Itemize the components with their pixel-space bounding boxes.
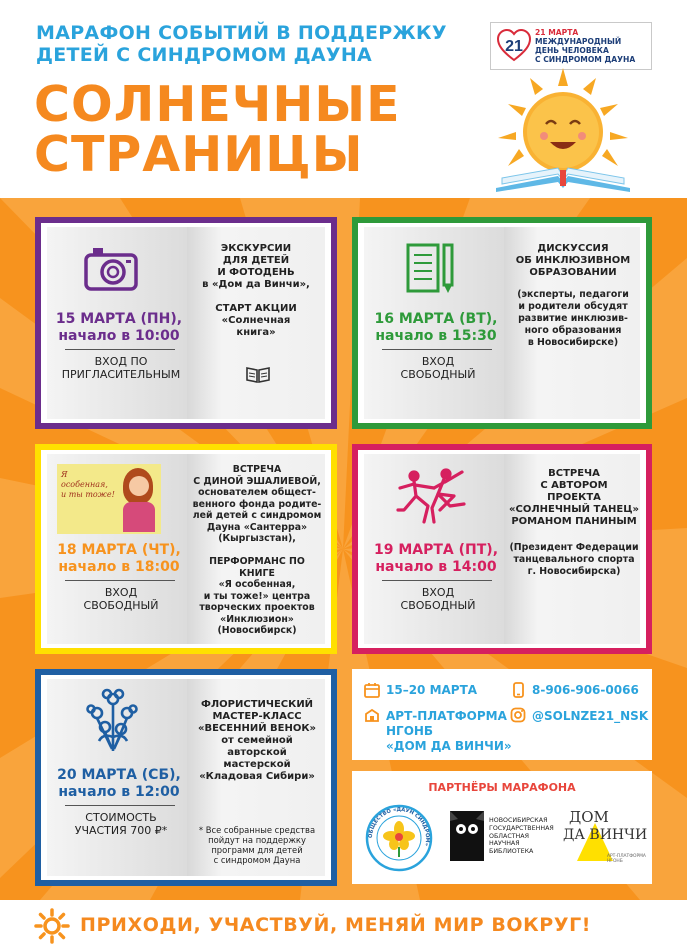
event-date bbox=[366, 311, 506, 345]
notebook-pencil-icon bbox=[404, 241, 458, 297]
text-line: ПРОЕКТА bbox=[547, 492, 601, 503]
sun-book-illustration bbox=[488, 66, 638, 196]
event-date bbox=[366, 542, 506, 576]
logo-number: 21 bbox=[505, 38, 523, 55]
event-note bbox=[508, 289, 638, 349]
event-description bbox=[191, 243, 321, 339]
text-line: РОМАНОМ ПАНИНЫМ bbox=[511, 516, 637, 527]
marathon-subtitle bbox=[36, 22, 476, 66]
event-time: начало в 14:00 bbox=[375, 559, 497, 575]
logo-line: 21 МАРТА bbox=[535, 28, 579, 37]
text-line: в «Дом да Винчи», bbox=[202, 279, 310, 290]
text-line: ОБЛАСТНАЯ bbox=[489, 832, 529, 840]
text-line: лей детей с синдромом bbox=[192, 510, 322, 521]
text-line: «ВЕСЕННИЙ ВЕНОК» bbox=[198, 723, 316, 734]
text-line: * Все собранные средства bbox=[198, 825, 316, 835]
event-date-line: 20 МАРТА (СБ), bbox=[57, 767, 181, 783]
text-line: «Я особенная, bbox=[218, 579, 296, 590]
sun-small-icon bbox=[34, 908, 70, 944]
davinci-caption: АРТ-ПЛАТФОРМА НГОНБ bbox=[607, 854, 646, 864]
text-line: в Новосибирске) bbox=[527, 337, 619, 348]
divider bbox=[65, 805, 175, 806]
entry-line: ВХОД ПО bbox=[94, 355, 148, 368]
event-time: начало в 12:00 bbox=[58, 784, 180, 800]
dancers-icon bbox=[394, 466, 470, 528]
divider bbox=[382, 580, 492, 581]
event-entry bbox=[364, 355, 512, 381]
text-line bbox=[191, 291, 321, 303]
text-line: от семейной bbox=[221, 735, 293, 746]
title-line: СТРАНИЦЫ bbox=[34, 126, 364, 183]
entry-line: ПРИГЛАСИТЕЛЬНЫМ bbox=[61, 368, 181, 381]
event-description bbox=[191, 699, 323, 783]
venue-line: «ДОМ ДА ВИНЧИ» bbox=[386, 739, 512, 753]
text-line: ОБ ИНКЛЮЗИВНОМ bbox=[515, 255, 631, 266]
event-dates: 15–20 МАРТА bbox=[386, 683, 478, 697]
down-syndrome-day-logo bbox=[490, 22, 652, 70]
heart-21-icon bbox=[497, 29, 531, 63]
text-line: г. Новосибирска) bbox=[527, 566, 621, 577]
book-cover-title: Я особенная, и ты тоже! bbox=[61, 470, 115, 499]
society-ring-text: ОБЩЕСТВО «ДАУН СИНДРОМ» bbox=[367, 806, 431, 847]
event-description bbox=[191, 464, 323, 637]
text-line: (Новосибирск) bbox=[217, 625, 297, 636]
event-time: начало в 10:00 bbox=[58, 328, 180, 344]
text-line: ВСТРЕЧА bbox=[232, 464, 282, 475]
text-line: «Солнечная bbox=[221, 315, 291, 326]
text-line: Дауна «Сантерра» bbox=[206, 521, 308, 533]
text-line: творческих проектов bbox=[199, 602, 315, 613]
venue bbox=[386, 709, 512, 754]
davinci-line: ДА ВИНЧИ bbox=[563, 827, 648, 843]
contact-info-box bbox=[352, 669, 652, 760]
text-line: с синдромом Дауна bbox=[213, 855, 301, 865]
entry-line: СВОБОДНЫЙ bbox=[400, 368, 476, 381]
event-date-line: 18 МАРТА (ЧТ), bbox=[57, 542, 181, 558]
text-line: ВСТРЕЧА bbox=[548, 468, 600, 479]
library-owl-logo bbox=[450, 811, 484, 861]
venue-line: АРТ-ПЛАТФОРМА bbox=[386, 709, 507, 723]
flower-bouquet-icon bbox=[85, 687, 141, 755]
subtitle-line: ДЕТЕЙ С СИНДРОМОМ ДАУНА bbox=[36, 44, 373, 66]
event-date bbox=[49, 542, 189, 576]
phone-icon bbox=[510, 682, 526, 698]
event-note bbox=[508, 542, 640, 578]
davinci-line: ДОМ bbox=[569, 808, 609, 826]
text-line: ЭКСКУРСИИ bbox=[220, 243, 292, 254]
text-line: ДЛЯ ДЕТЕЙ bbox=[222, 255, 290, 266]
calendar-icon bbox=[364, 682, 380, 698]
text-line: ПЕРФОРМАНС ПО КНИГЕ bbox=[209, 556, 305, 579]
entry-line: ВХОД bbox=[421, 586, 455, 599]
event-date bbox=[49, 311, 189, 345]
phone-number[interactable]: 8-906-906-0066 bbox=[532, 683, 639, 697]
building-icon bbox=[364, 707, 380, 723]
event-entry bbox=[47, 355, 195, 381]
text-line: основателем общест- bbox=[198, 487, 316, 498]
entry-line: УЧАСТИЯ 700 ₽* bbox=[74, 824, 168, 837]
text-line: развитие инклюзив- bbox=[518, 313, 628, 324]
event-date-line: 15 МАРТА (ПН), bbox=[55, 311, 183, 327]
footer bbox=[0, 900, 687, 948]
text-line: и родители обсудят bbox=[518, 301, 628, 312]
text-line: НАУЧНАЯ bbox=[489, 840, 520, 848]
text-line: пойдут на поддержку bbox=[208, 835, 306, 845]
entry-line: СТОИМОСТЬ bbox=[85, 811, 157, 824]
event-entry bbox=[364, 586, 512, 612]
event-card-16 bbox=[352, 217, 652, 429]
event-card-15 bbox=[35, 217, 337, 429]
text-line bbox=[191, 545, 323, 557]
book-icon bbox=[245, 366, 271, 384]
text-line: (Кыргызстан), bbox=[218, 533, 296, 544]
logo-line: ДЕНЬ ЧЕЛОВЕКА bbox=[535, 46, 609, 55]
event-time: начало в 15:30 bbox=[375, 328, 497, 344]
library-name bbox=[489, 817, 554, 856]
text-line: танцевального спорта bbox=[513, 554, 635, 565]
text-line: БИБЛИОТЕКА bbox=[489, 848, 534, 856]
logo-text bbox=[535, 28, 635, 64]
poster-title bbox=[34, 76, 494, 183]
text-line: И ФОТОДЕНЬ bbox=[217, 267, 295, 278]
event-entry bbox=[47, 586, 195, 612]
subtitle-line: МАРАФОН СОБЫТИЙ В ПОДДЕРЖКУ bbox=[36, 22, 447, 44]
girl-face bbox=[129, 476, 149, 496]
text-line: книга» bbox=[236, 327, 276, 338]
event-footnote bbox=[191, 825, 323, 865]
divider bbox=[65, 580, 175, 581]
event-entry bbox=[47, 811, 195, 837]
partners-title: ПАРТНЁРЫ МАРАФОНА bbox=[428, 781, 576, 794]
text-line: ГОСУДАРСТВЕННАЯ bbox=[489, 824, 554, 832]
text-line: НОВОСИБИРСКАЯ bbox=[489, 817, 548, 824]
text-line: (Президент Федерации bbox=[509, 542, 639, 553]
book-cover-image bbox=[57, 464, 161, 534]
entry-line: ВХОД bbox=[421, 355, 455, 368]
text-line: ОБРАЗОВАНИИ bbox=[529, 267, 617, 278]
text-line: С АВТОРОМ bbox=[540, 480, 608, 491]
event-time: начало в 18:00 bbox=[58, 559, 180, 575]
text-line: ДИСКУССИЯ bbox=[537, 243, 609, 254]
text-line: МАСТЕР-КЛАСС bbox=[212, 711, 302, 722]
entry-line: ВХОД bbox=[104, 586, 138, 599]
divider bbox=[65, 349, 175, 350]
text-line: «СОЛНЕЧНЫЙ ТАНЕЦ» bbox=[509, 504, 639, 515]
event-date-line: 19 МАРТА (ПТ), bbox=[373, 542, 499, 558]
girl-dress bbox=[123, 502, 155, 532]
event-date bbox=[49, 767, 189, 801]
venue-line: НГОНБ bbox=[386, 724, 434, 738]
footer-slogan: ПРИХОДИ, УЧАСТВУЙ, МЕНЯЙ МИР ВОКРУГ! bbox=[80, 914, 592, 936]
divider bbox=[382, 349, 492, 350]
text-line: «Кладовая Сибири» bbox=[199, 771, 315, 782]
instagram-handle[interactable]: @SOLNZE21_NSK bbox=[532, 709, 649, 723]
text-line: (эксперты, педагоги bbox=[517, 289, 629, 300]
camera-icon bbox=[83, 243, 139, 293]
text-line: «Инклюзион» bbox=[220, 613, 294, 625]
event-date-line: 16 МАРТА (ВТ), bbox=[374, 311, 498, 327]
text-line: СТАРТ АКЦИИ bbox=[215, 303, 297, 314]
text-line: мастерской bbox=[223, 759, 291, 770]
sun-icon bbox=[488, 66, 638, 196]
text-line: ного образования bbox=[524, 325, 622, 336]
event-card-18 bbox=[35, 444, 337, 654]
entry-line: СВОБОДНЫЙ bbox=[400, 599, 476, 612]
entry-line: СВОБОДНЫЙ bbox=[83, 599, 159, 612]
instagram-icon bbox=[510, 707, 526, 723]
event-description bbox=[508, 243, 638, 279]
logo-line: МЕЖДУНАРОДНЫЙ bbox=[535, 37, 622, 46]
text-line: и ты тоже!» центра bbox=[203, 590, 311, 602]
text-line: С ДИНОЙ ЭШАЛИЕВОЙ, bbox=[193, 475, 321, 487]
text-line: авторской bbox=[227, 747, 287, 758]
text-line: венного фонда родите- bbox=[192, 498, 322, 510]
down-syndrome-society-logo bbox=[364, 803, 434, 873]
logo-line: С СИНДРОМОМ ДАУНА bbox=[535, 55, 636, 64]
title-line: СОЛНЕЧНЫЕ bbox=[34, 76, 401, 133]
text-line: программ для детей bbox=[211, 845, 303, 855]
event-card-19 bbox=[352, 444, 652, 654]
text-line: ФЛОРИСТИЧЕСКИЙ bbox=[200, 699, 314, 710]
event-card-20 bbox=[35, 669, 337, 886]
event-description bbox=[508, 468, 640, 528]
partners-box bbox=[352, 771, 652, 884]
